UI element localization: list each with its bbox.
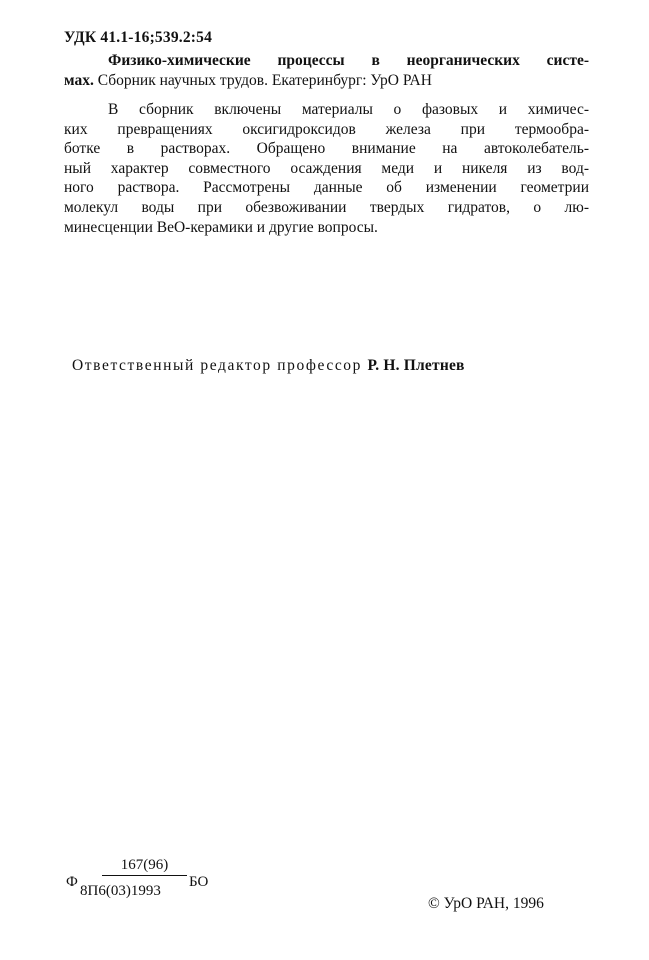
abstract	[64, 100, 589, 237]
index-denominator: 8П6(03)1993	[80, 883, 161, 899]
publication-info: Сборник научных трудов. Екатеринбург: УрО РАН	[93, 72, 432, 89]
biblio-line-2	[64, 71, 589, 91]
abstract-line: ного раствора. Рассмотрены данные об изменении геометрии	[64, 179, 589, 197]
responsible-editor	[72, 357, 465, 375]
index-prefix: Ф	[66, 874, 78, 890]
copyright: © УрО РАН, 1996	[428, 895, 544, 912]
book-title: Физико-химические процессы в неорганических систе-	[108, 52, 589, 69]
abstract-line: ботке в растворах. Обращено внимание на автоколебатель-	[64, 140, 589, 158]
index-numerator: 167(96)	[102, 857, 187, 876]
editor-label: Ответственный редактор профессор	[72, 357, 368, 374]
abstract-line: В сборник включены материалы о фазовых и химичес-	[108, 101, 589, 118]
abstract-line: ный характер совместного осаждения меди и никеля из вод-	[64, 159, 589, 177]
index-suffix: БО	[189, 874, 209, 890]
abstract-line: минесценции BeO-керамики и другие вопросы.	[64, 218, 378, 236]
editor-name: Р. Н. Плетнев	[367, 357, 465, 374]
abstract-line: молекул воды при обезвоживании твердых гидратов, о лю-	[64, 198, 589, 216]
bibliographic-entry	[64, 51, 589, 91]
abstract-line: ких превращениях оксигидроксидов железа при термообра-	[64, 120, 589, 138]
book-title-end: мах.	[64, 72, 94, 89]
udk-code: УДК 41.1-16;539.2:54	[64, 29, 213, 46]
